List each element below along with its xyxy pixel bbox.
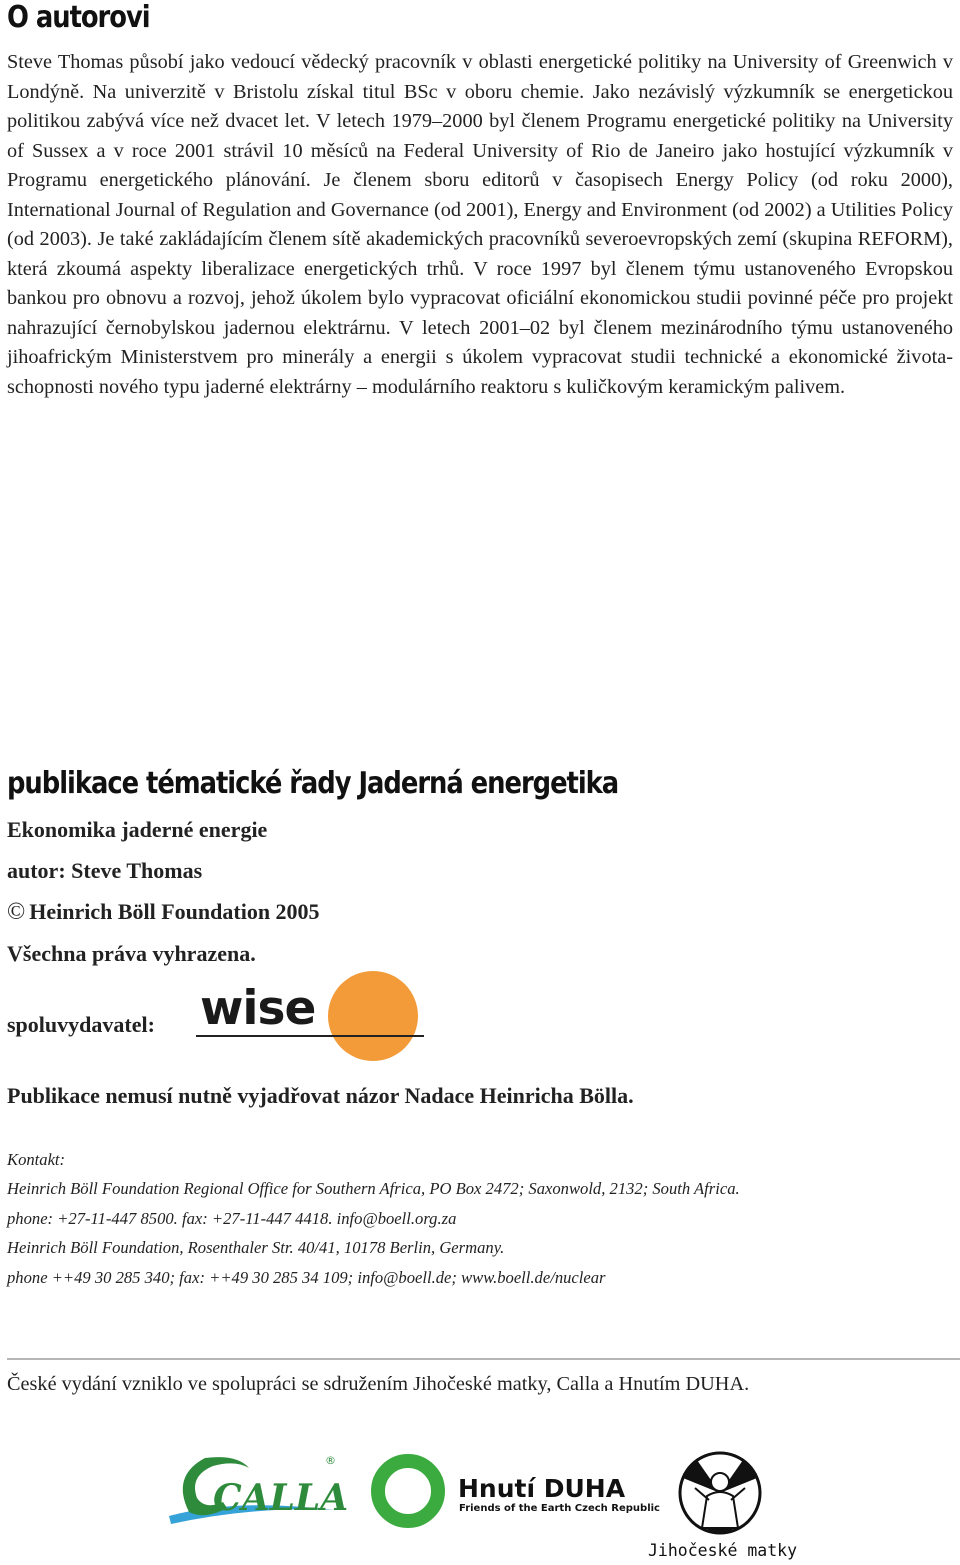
series-heading: publikace tématické řady Jaderná energetika [7, 766, 619, 801]
publication-title: Ekonomika jaderné energie [7, 817, 268, 842]
contact-label: Kontakt: [7, 1150, 66, 1169]
duha-name: Hnutí DUHA [458, 1474, 626, 1503]
contact-line: Heinrich Böll Foundation, Rosenthaler Str. 40/41, 10178 Berlin, Germany. [7, 1238, 505, 1258]
disclaimer: Publikace nemusí nutně vyjadřovat názor Nadace Heinricha Bölla. [7, 1083, 634, 1108]
wise-logo [194, 983, 426, 1063]
about-author-heading: O autorovi [7, 0, 150, 35]
matky-figure-arm [731, 1488, 745, 1500]
matky-figure-arm [695, 1488, 709, 1500]
calla-text: CALLA [213, 1477, 349, 1519]
matky-name: Jihočeské matky [648, 1541, 798, 1560]
publication-author: autor: Steve Thomas [7, 858, 203, 883]
rights-reserved: Všechna práva vyhrazena. [7, 941, 256, 966]
matky-figure-head [711, 1473, 729, 1491]
contact-line: Heinrich Böll Foundation Regional Office for Southern Africa, PO Box 2472; Saxonwold, 2132; South Africa. [7, 1179, 740, 1199]
duha-subtitle: Friends of the Earth Czech Republic [459, 1503, 660, 1514]
copyright-symbol: © [7, 899, 26, 925]
calla-logo [165, 1450, 349, 1530]
hnuti-duha-logo [368, 1450, 660, 1532]
jihoceske-matky-logo [645, 1448, 805, 1563]
wise-logo-text: wise [200, 981, 316, 1036]
copyright-text: Heinrich Böll Foundation 2005 [29, 899, 320, 924]
contact-line: phone ++49 30 285 340; fax: ++49 30 285 34 109; info@boell.de; www.boell.de/nuclear [7, 1267, 606, 1287]
author-biography: Steve Thomas působí jako vedoucí vědecký pracovník v oblasti energetické politiky na University of Greenwich v Londýně. Na univerzitě v Bristolu získal titul BSc v oboru chemie. Jako nezávislý výzkumník se energetickou politikou zabývá více než dvacet let. V letech 1979–2000 byl členem Programu energetické politiky na University of Sussex a v roce 2001 strávil 10 měsíců na Federal University of Rio de Janeiro jako hostující výzkumník v Programu energetického plánování. Je členem sboru editorů v časopisech Energy Policy (od roku 2000), International Journal of Regulation and Governance (od 2001), Energy and Environment (od 2002) a Utilities Policy (od 2003). Je také zakládajícím členem sítě akademických pracovníků severoevropských zemí (skupina REFORM), která zkoumá aspekty liberalizace energetických trhů. V roce 1997 byl členem týmu ustanoveného Evropskou bankou pro obnovu a rozvoj, jehož úkolem bylo vypracovat oficiální ekonomickou studii povinné péče pro projekt nahrazující černobylskou jadernou elektrárnu. V letech 2001–02 byl členem mezinárodního týmu ustanoveného jihoafrickým Ministerstvem pro minerály a energii s úkolem vypracovat studii technické a ekonomické životaschopnosti nového typu jaderné elektrárny – modulárního reaktoru s kuličkovým keramickým palivem. [7, 51, 953, 398]
wise-orange-circle [328, 971, 418, 1061]
divider [7, 1358, 960, 1360]
contact-line: phone: +27-11-447 8500. fax: +27-11-447 4418. info@boell.org.za [7, 1208, 457, 1228]
contact-block [7, 1145, 740, 1292]
copyright-line [7, 899, 320, 926]
czech-edition-note: České vydání vzniklo ve spolupráci se sdružením Jihočeské matky, Calla a Hnutím DUHA. [7, 1373, 750, 1395]
duha-green-ring [378, 1461, 438, 1521]
copublisher-label: spoluvydavatel: [7, 1012, 155, 1037]
calla-registered-mark: ® [325, 1454, 336, 1467]
